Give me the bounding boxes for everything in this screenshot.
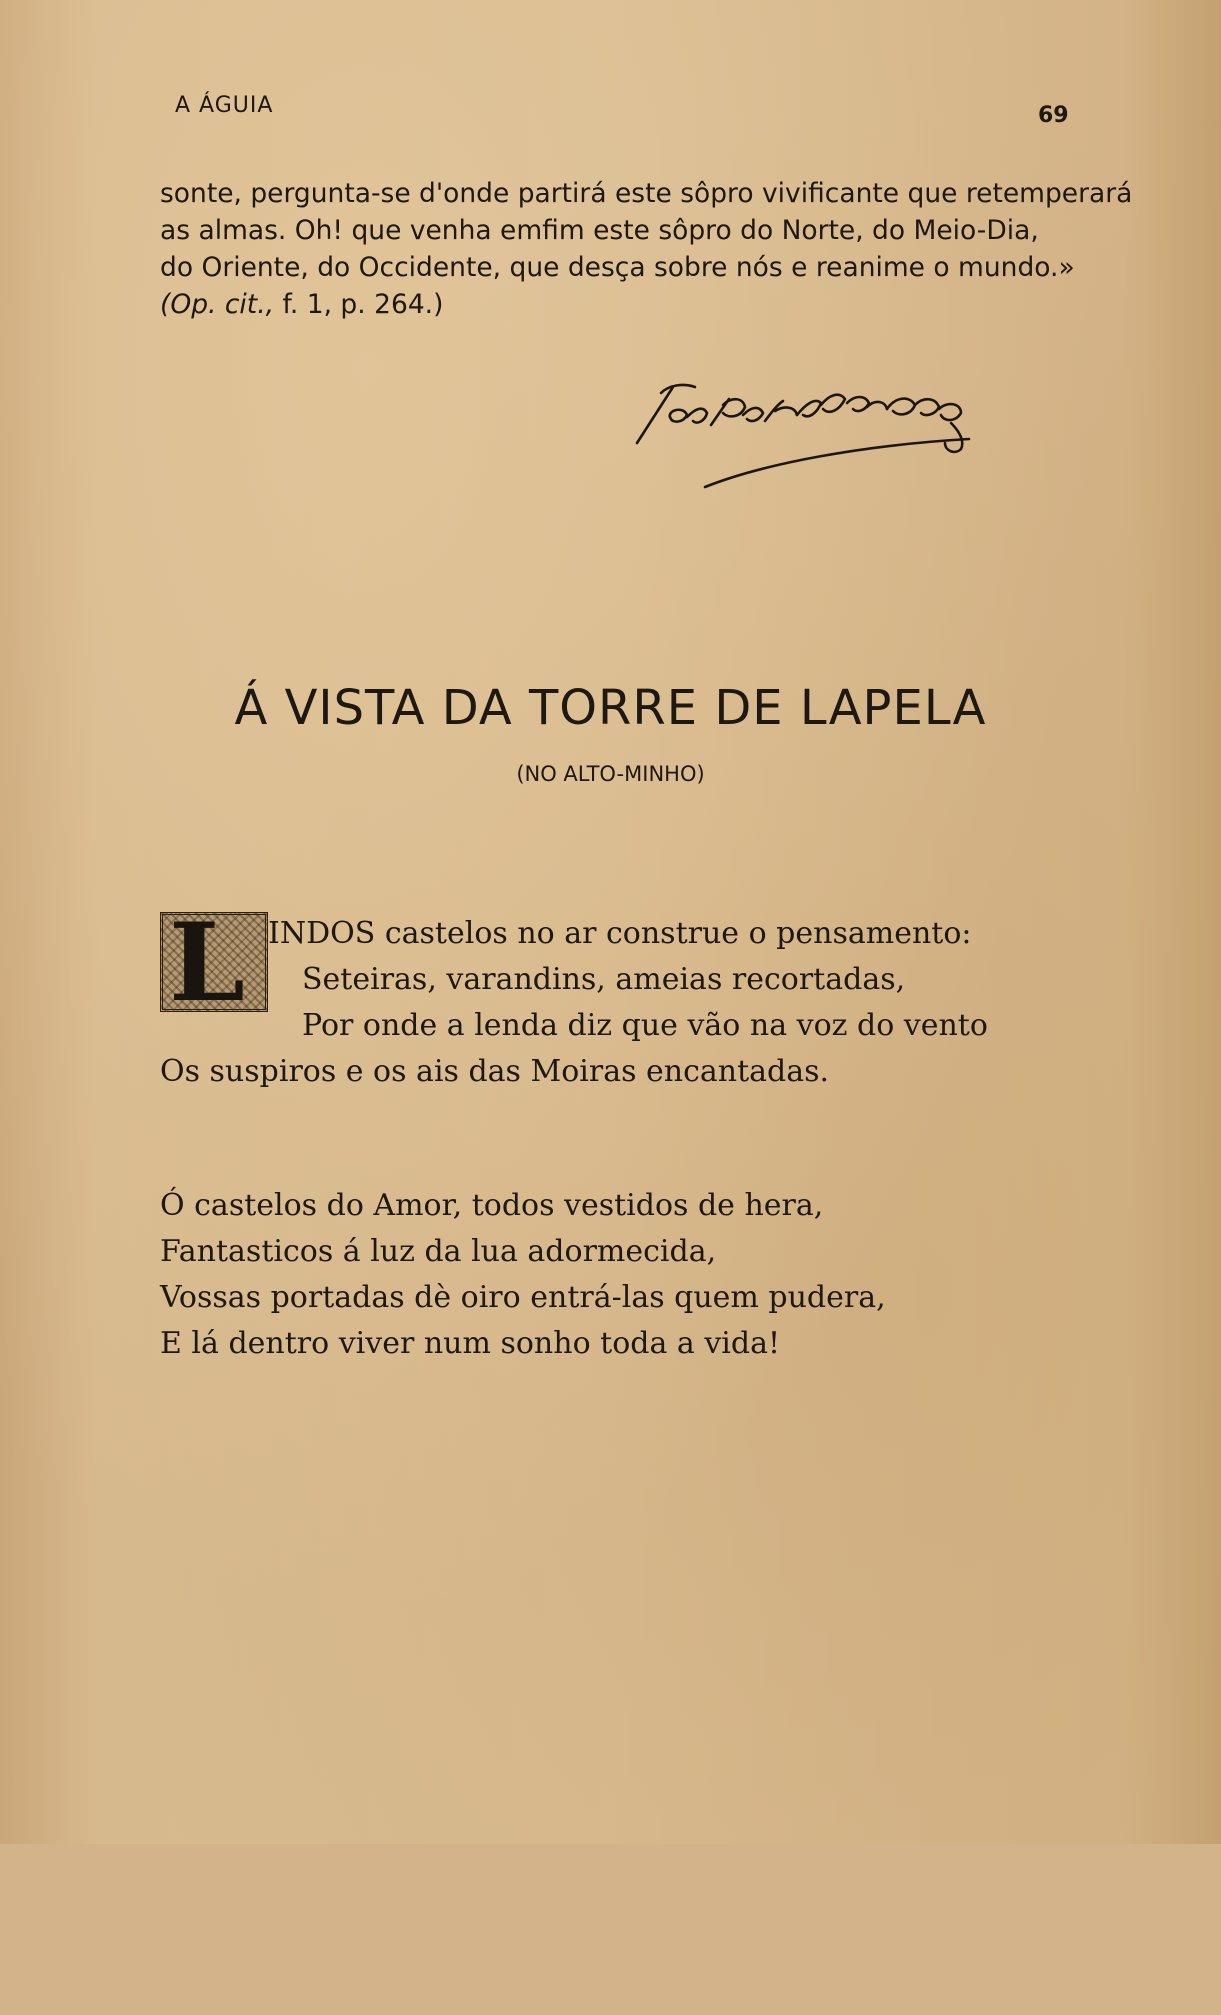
drop-cap-letter: L	[169, 900, 245, 1026]
prose-line: sonte, pergunta-se d'onde partirá este sôpro vivificante que retemperará	[160, 178, 1133, 209]
prose-paragraph	[160, 175, 1133, 323]
verse-line: Vossas portadas dè oiro entrá-las quem pudera,	[160, 1280, 886, 1315]
verse-line: INDOS castelos no ar construe o pensamento:	[268, 916, 972, 951]
handwritten-signature-1	[625, 375, 1045, 505]
poem-title: Á VISTA DA TORRE DE LAPELA	[234, 680, 987, 736]
verse-line: Os suspiros e os ais das Moiras encantadas.	[160, 1054, 830, 1089]
ornamental-drop-cap	[160, 900, 268, 1026]
poem-subtitle: (NO ALTO-MINHO)	[516, 762, 705, 786]
page-number: 69	[1038, 103, 1069, 128]
signature-j-leite-de-vasconcellos-page	[545, 1860, 1035, 2010]
prose-citation	[160, 286, 1065, 323]
running-header-journal: A ÁGUIA	[175, 93, 274, 118]
verse-line: Fantasticos á luz da lua adormecida,	[160, 1234, 717, 1269]
prose-line: as almas. Oh! que venha emfim este sôpro do Norte, do Meio-Dia,	[160, 215, 1039, 246]
verse-line: Por onde a lenda diz que vão na voz do vento	[302, 1008, 988, 1043]
prose-line: do Oriente, do Occidente, que desça sobre nós e reanime o mundo.»	[160, 252, 1075, 283]
citation-rest: f. 1, p. 264.)	[274, 289, 444, 320]
citation-italic: (Op. cit.,	[160, 289, 275, 320]
verse-line: Seteiras, varandins, ameias recortadas,	[302, 962, 906, 997]
verse-line: Ó castelos do Amor, todos vestidos de hera,	[160, 1188, 824, 1223]
verse-line: E lá dentro viver num sonho toda a vida!	[160, 1326, 781, 1361]
